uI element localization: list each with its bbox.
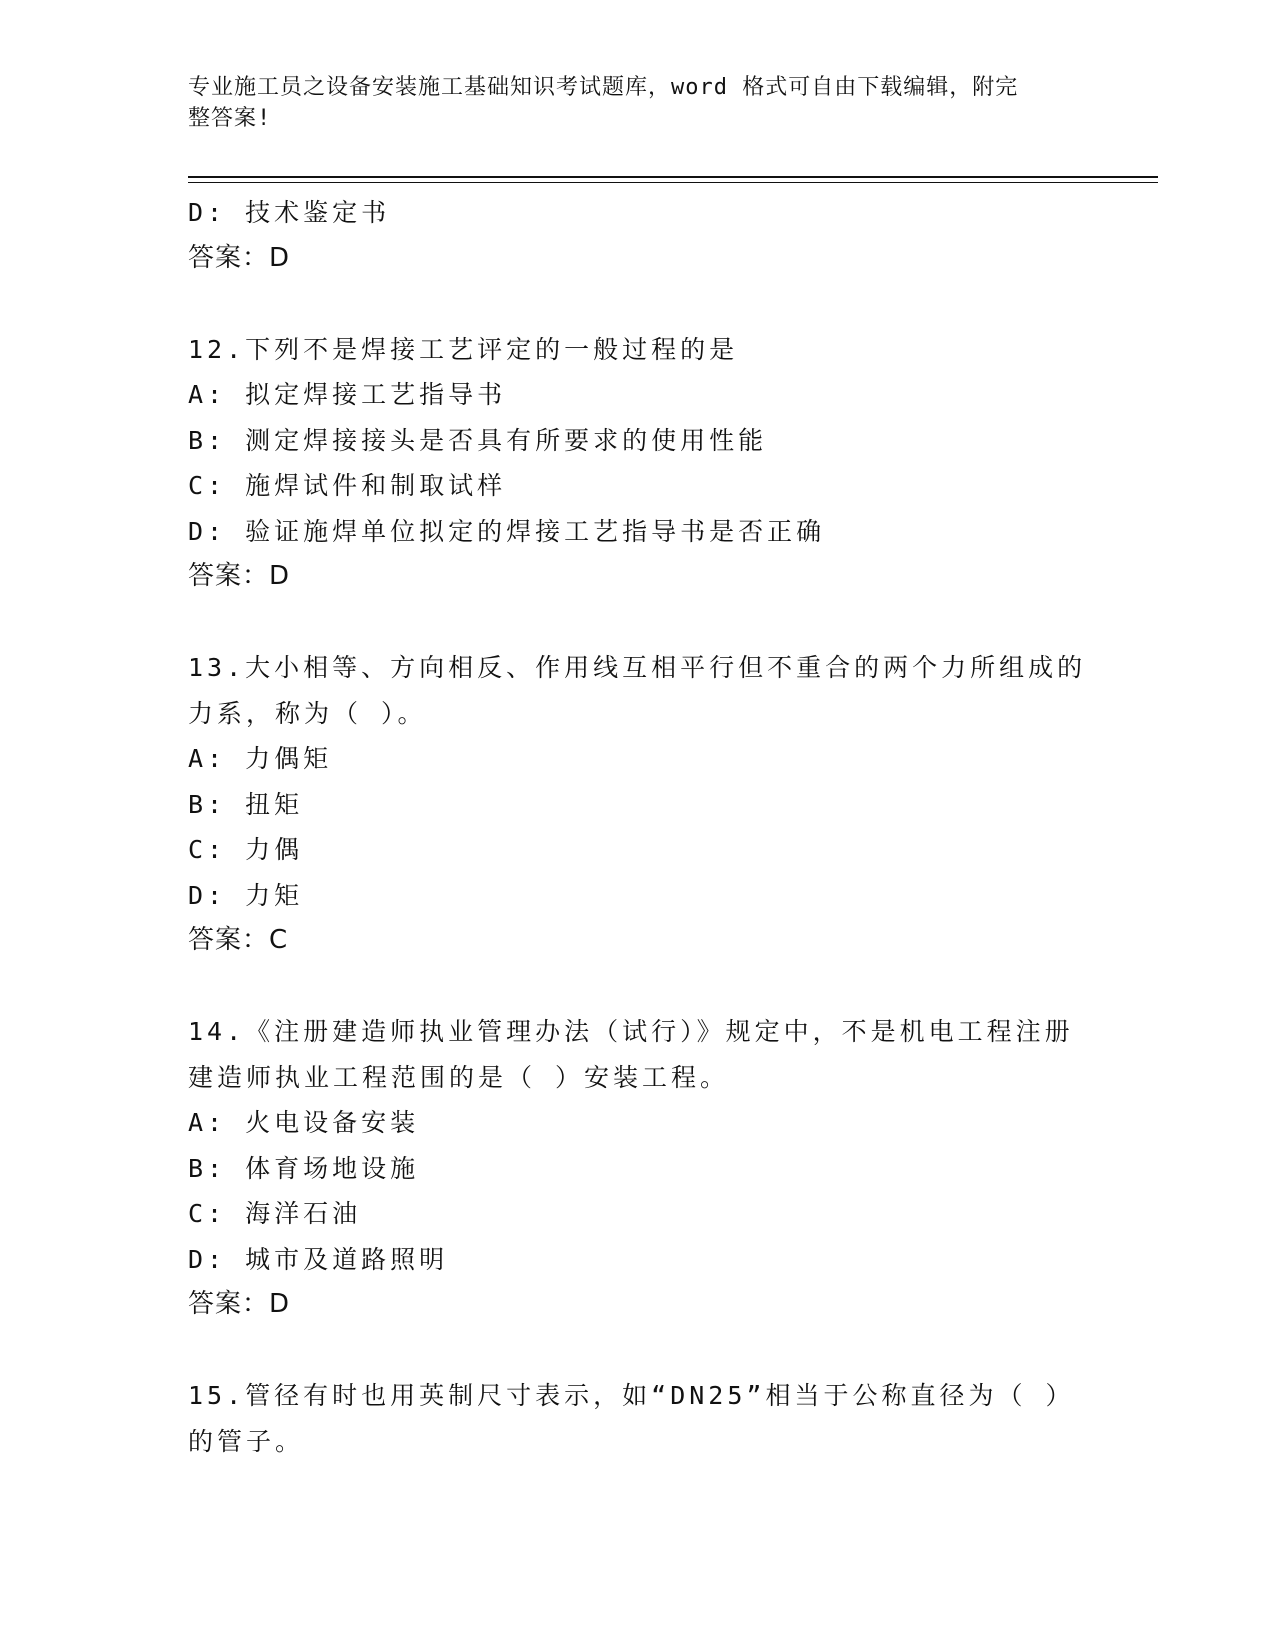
header-divider-thin [188, 182, 1158, 183]
option-d: D: 验证施焊单位拟定的焊接工艺指导书是否正确 [188, 516, 826, 546]
header-divider-thick [188, 176, 1158, 178]
question-stem-line-1: 13.大小相等、方向相反、作用线互相平行但不重合的两个力所组成的 [188, 653, 1087, 682]
question-stem-line-1: 14.《注册建造师执业管理办法（试行）》规定中，不是机电工程注册 [188, 1017, 1074, 1046]
option-b: B: 测定焊接接头是否具有所要求的使用性能 [188, 425, 768, 455]
option-a: A: 火电设备安装 [188, 1108, 420, 1137]
question-15 [188, 1373, 1108, 1464]
option-c: C: 施焊试件和制取试样 [188, 471, 507, 500]
option-c: C: 海洋石油 [188, 1199, 362, 1228]
question-stem-line-2: 力系，称为（ ）。 [188, 698, 427, 728]
question-12 [188, 327, 1108, 600]
spacer [188, 964, 1108, 1010]
option-a: A: 拟定焊接工艺指导书 [188, 380, 507, 409]
question-14 [188, 1009, 1108, 1328]
spacer [188, 1328, 1108, 1374]
question-list [188, 190, 1108, 1464]
option-d: D: 城市及道路照明 [188, 1244, 449, 1274]
spacer [188, 600, 1108, 646]
question-stem-line-2: 的管子。 [188, 1426, 305, 1456]
option-b: B: 体育场地设施 [188, 1153, 420, 1183]
answer-line: 答案：D [188, 242, 291, 273]
option-b: B: 扭矩 [188, 789, 304, 819]
option-a: A: 力偶矩 [188, 744, 333, 773]
question-13 [188, 645, 1108, 964]
spacer [188, 281, 1108, 327]
option-d: D: 技术鉴定书 [188, 198, 391, 227]
document-header [188, 72, 1068, 134]
answer-line: 答案：C [188, 925, 289, 955]
question-stem: 12.下列不是焊接工艺评定的一般过程的是 [188, 334, 739, 364]
answer-line: 答案：D [188, 1289, 291, 1319]
option-d: D: 力矩 [188, 880, 304, 910]
answer-line: 答案：D [188, 561, 291, 591]
question-stem-line-2: 建造师执业工程范围的是（ ）安装工程。 [188, 1062, 730, 1092]
previous-question-tail [188, 190, 1108, 281]
question-stem-line-1: 15.管径有时也用英制尺寸表示，如“DN25”相当于公称直径为（ ） [188, 1381, 1075, 1410]
header-line-2: 整答案! [188, 106, 272, 131]
header-line-1: 专业施工员之设备安装施工基础知识考试题库，word 格式可自由下载编辑，附完 [188, 75, 1019, 100]
option-c: C: 力偶 [188, 835, 304, 864]
